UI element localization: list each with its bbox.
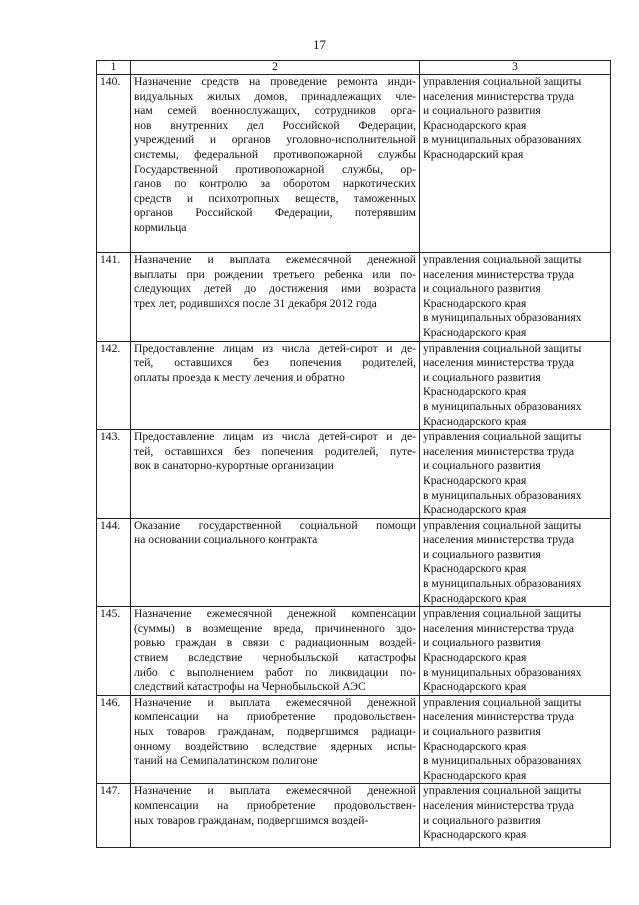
description-line: учреждений и органов уголовно-исполнительной xyxy=(134,133,416,147)
organization-line: Краснодарского края xyxy=(423,473,527,487)
organization-line: и социального развития xyxy=(423,813,541,827)
organization-line: в муниципальных образованиях xyxy=(423,133,582,147)
service-description xyxy=(131,607,420,696)
description-line: ровью граждан в связи с радиационным воздей- xyxy=(134,636,416,650)
table-row xyxy=(97,695,611,784)
organization-line: и социального развития xyxy=(423,725,541,738)
service-description xyxy=(131,695,420,784)
description-line: ствием вследствие чернобыльской катастрофы xyxy=(134,651,416,665)
description-line: таний на Семипалатинском полигоне xyxy=(134,754,318,768)
organization-line: Краснодарский края xyxy=(423,147,524,161)
description-line: следствий катастрофы на Чернобыльской АЭС xyxy=(134,680,366,694)
organization-line: и социального развития xyxy=(423,282,541,296)
services-table xyxy=(96,60,611,848)
service-description xyxy=(131,253,420,342)
description-line: Назначение ежемесячной денежной компенсации xyxy=(134,607,416,621)
organization-line: и социального развития xyxy=(423,104,541,118)
organization-line: в муниципальных образованиях xyxy=(423,488,582,502)
description-line: ганов по контролю за оборотом наркотических xyxy=(134,177,416,191)
description-line: вок в санаторно-курортные организации xyxy=(134,459,334,473)
organization-line: в муниципальных образованиях xyxy=(423,577,582,591)
service-description xyxy=(131,518,420,607)
table-header-row xyxy=(97,61,611,75)
description-line: средств и психотропных веществ, таможенных xyxy=(134,191,416,205)
organization-line: в муниципальных образованиях xyxy=(423,665,582,679)
organization-line: Краснодарского края xyxy=(423,414,527,428)
organization-line: Краснодарского края xyxy=(423,296,527,310)
organization-line: и социального развития xyxy=(423,547,541,561)
description-line: ных товаров гражданам, подвергшимся радиаци- xyxy=(134,725,416,738)
description-line: Назначение и выплата ежемесячной денежной xyxy=(134,253,416,266)
service-description xyxy=(131,784,420,848)
page-number: 17 xyxy=(313,37,326,52)
organization-line: населения министерства труда xyxy=(423,89,575,103)
organization-line: Краснодарского края xyxy=(423,118,527,132)
description-line: оплаты проезда к месту лечения и обратно xyxy=(134,370,345,384)
organization-line: управления социальной защиты xyxy=(423,784,582,798)
responsible-organization xyxy=(420,430,611,519)
row-number: 141. xyxy=(97,253,131,342)
organization-line: управления социальной защиты xyxy=(423,607,582,621)
row-number: 143. xyxy=(97,430,131,519)
organization-line: и социального развития xyxy=(423,459,541,473)
table-row xyxy=(97,518,611,607)
table-row xyxy=(97,341,611,430)
responsible-organization xyxy=(420,607,611,696)
row-number: 142. xyxy=(97,341,131,430)
description-line: Назначение и выплата ежемесячной денежной xyxy=(134,784,416,798)
description-line: органов Российской Федерации, потерявшим xyxy=(134,206,416,220)
organization-line: Краснодарского края xyxy=(423,680,527,694)
row-number: 145. xyxy=(97,607,131,696)
organization-line: Краснодарского края xyxy=(423,828,527,842)
organization-line: в муниципальных образованиях xyxy=(423,311,582,325)
organization-line: населения министерства труда xyxy=(423,444,575,458)
organization-line: Краснодарского края xyxy=(423,562,527,576)
organization-line: населения министерства труда xyxy=(423,533,575,547)
organization-line: Краснодарского края xyxy=(423,768,527,782)
organization-line: и социального развития xyxy=(423,370,541,384)
organization-line: управления социальной защиты xyxy=(423,253,582,266)
description-line: тей, оставшихся без попечения родителей, xyxy=(134,356,416,370)
description-line: на основании социального контракта xyxy=(134,533,318,547)
responsible-organization xyxy=(420,518,611,607)
description-line: Предоставление лицам из числа детей-сирот и де- xyxy=(134,341,416,355)
row-number: 146. xyxy=(97,695,131,784)
header-col-2: 2 xyxy=(131,61,420,75)
table-row xyxy=(97,430,611,519)
organization-line: населения министерства труда xyxy=(423,710,575,724)
organization-line: Краснодарского края xyxy=(423,739,527,753)
organization-line: населения министерства труда xyxy=(423,798,575,812)
description-line: тей, оставшихся без попечения родителей, путе- xyxy=(134,444,416,458)
description-line: компенсации на приобретение продовольствен- xyxy=(134,710,416,724)
organization-line: в муниципальных образованиях xyxy=(423,754,582,768)
description-line: выплаты при рождении третьего ребенка или по- xyxy=(134,267,416,281)
organization-line: управления социальной защиты xyxy=(423,695,582,709)
table-row xyxy=(97,784,611,848)
row-number: 144. xyxy=(97,518,131,607)
description-line: онному воздействию вследствие ядерных испы- xyxy=(134,739,416,753)
organization-line: управления социальной защиты xyxy=(423,518,582,532)
organization-line: управления социальной защиты xyxy=(423,341,582,355)
description-line: ных товаров гражданам, подвергшимся воздей- xyxy=(134,813,369,827)
description-line: Назначение и выплата ежемесячной денежной xyxy=(134,695,416,709)
organization-line: Краснодарского края xyxy=(423,651,527,665)
description-line: Государственной противопожарной службы, ор- xyxy=(134,162,416,176)
header-col-1: 1 xyxy=(97,61,131,75)
header-col-3: 3 xyxy=(420,61,611,75)
description-line: либо с выполнением работ по ликвидации по- xyxy=(134,665,416,679)
table-row xyxy=(97,253,611,342)
description-line: компенсации на приобретение продовольствен- xyxy=(134,798,416,812)
responsible-organization xyxy=(420,341,611,430)
description-line: следующих детей до достижения ими возраста xyxy=(134,282,416,296)
responsible-organization xyxy=(420,695,611,784)
responsible-organization xyxy=(420,75,611,253)
organization-line: Краснодарского края xyxy=(423,385,527,399)
description-line: Предоставление лицам из числа детей-сирот и де- xyxy=(134,430,416,444)
description-line: Назначение средств на проведение ремонта инди- xyxy=(134,75,416,88)
description-line: (суммы) в возмещение вреда, причиненного здо- xyxy=(134,621,416,635)
description-line: Оказание государственной социальной помощи xyxy=(134,518,416,532)
description-line: трех лет, родившихся после 31 декабря 2012 года xyxy=(134,296,377,310)
organization-line: населения министерства труда xyxy=(423,621,575,635)
organization-line: населения министерства труда xyxy=(423,267,575,281)
description-line: системы, федеральной противопожарной службы xyxy=(134,147,416,161)
table-row xyxy=(97,75,611,253)
organization-line: управления социальной защиты xyxy=(423,430,582,444)
service-description xyxy=(131,75,420,253)
description-line: видуальных жилых домов, принадлежащих чле- xyxy=(134,89,416,103)
organization-line: управления социальной защиты xyxy=(423,75,582,88)
organization-line: и социального развития xyxy=(423,636,541,650)
organization-line: Краснодарского края xyxy=(423,591,527,605)
row-number: 147. xyxy=(97,784,131,848)
organization-line: населения министерства труда xyxy=(423,356,575,370)
service-description xyxy=(131,341,420,430)
organization-line: в муниципальных образованиях xyxy=(423,399,582,413)
service-description xyxy=(131,430,420,519)
table-row xyxy=(97,607,611,696)
responsible-organization xyxy=(420,253,611,342)
row-number: 140. xyxy=(97,75,131,253)
description-line: нов внутренних дел Российской Федерации, xyxy=(134,118,416,132)
description-line: кормильца xyxy=(134,220,187,234)
organization-line: Краснодарского края xyxy=(423,503,527,517)
description-line: нам семей военнослужащих, сотрудников орга- xyxy=(134,104,416,118)
responsible-organization xyxy=(420,784,611,848)
organization-line: Краснодарского края xyxy=(423,325,527,339)
